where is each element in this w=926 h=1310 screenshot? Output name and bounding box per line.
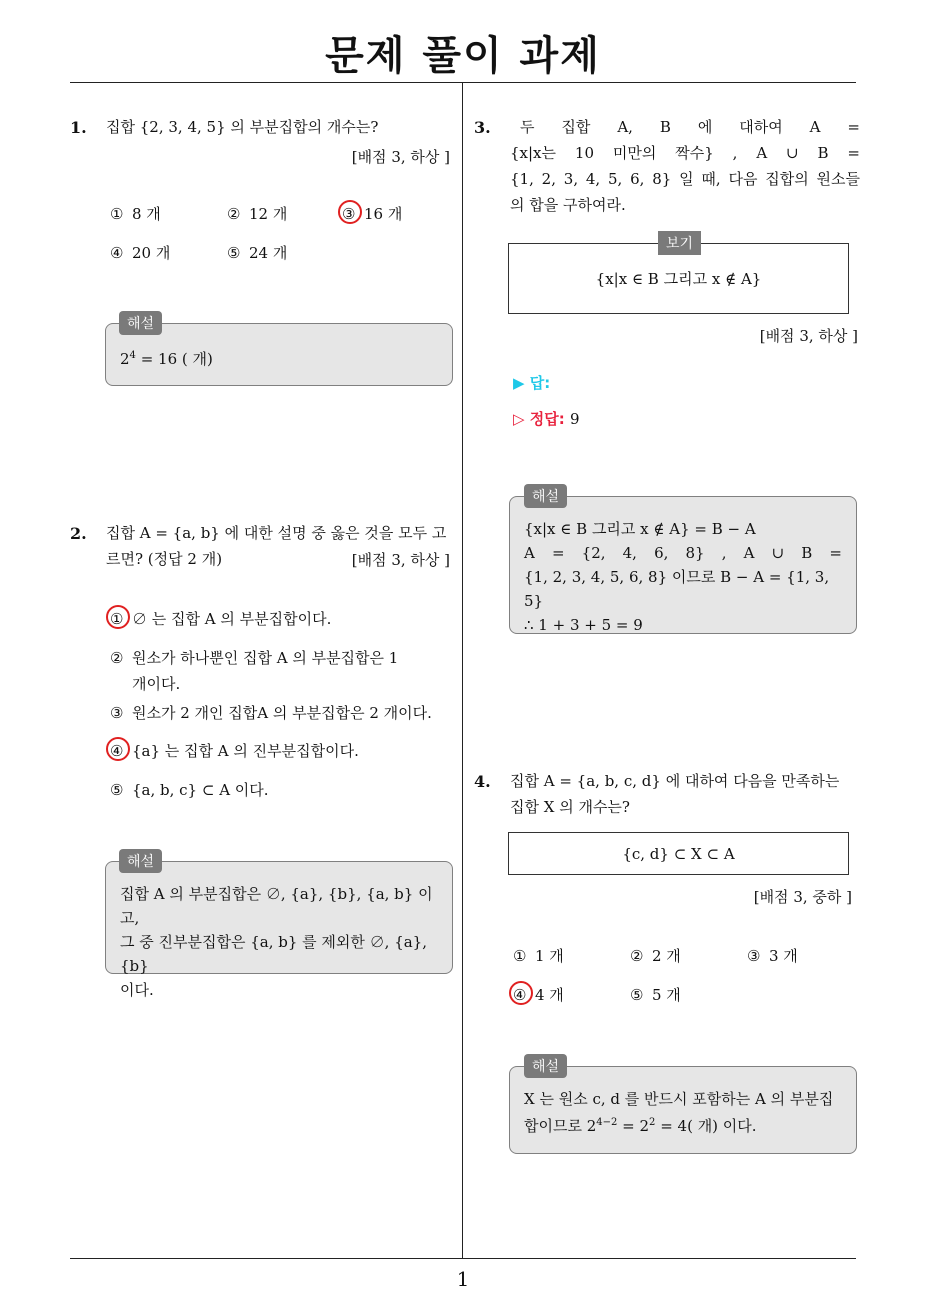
- option-1[interactable]: [110, 203, 161, 224]
- question-text-line-3: {1, 2, 3, 4, 5, 6, 8} 일 때, 다음 집합의 원소들: [510, 170, 860, 188]
- option-symbol: ④: [513, 986, 527, 1004]
- score-label: [배점 3, 하상 ]: [351, 148, 450, 166]
- score-label: [배점 3, 하상 ]: [759, 327, 858, 345]
- option-symbol: ①: [110, 205, 124, 223]
- option-symbol: ⑤: [227, 244, 241, 262]
- question-text-line-2: 르면? (정답 2 개): [106, 550, 223, 568]
- solution-box: [509, 1066, 857, 1154]
- option-text: ∅ 는 집합 A 의 부분집합이다.: [132, 610, 332, 628]
- condition-box: [508, 832, 849, 875]
- answer-circle-mark: [338, 200, 362, 224]
- condition-text: {c, d} ⊂ X ⊂ A: [622, 845, 735, 863]
- option-symbol: ④: [110, 742, 124, 760]
- question-text-line-4: 의 합을 구하여라.: [510, 196, 626, 214]
- example-text: {x|x ∈ B 그리고 x ∉ A}: [595, 270, 762, 288]
- option-symbol: ②: [630, 947, 644, 965]
- correct-answer: [513, 408, 580, 429]
- option-symbol: ③: [110, 704, 124, 722]
- question-text-line-1: 집합 A = {a, b} 에 대한 설명 중 옳은 것을 모두 고: [106, 524, 447, 542]
- correct-answer-label: ▷ 정답:: [513, 410, 565, 428]
- solution-line: A = {2, 4, 6, 8} , A ∪ B =: [524, 544, 842, 562]
- option-5[interactable]: [630, 984, 681, 1005]
- option-5[interactable]: [110, 779, 269, 800]
- option-symbol: ③: [342, 205, 356, 223]
- option-5[interactable]: [227, 242, 287, 263]
- option-1[interactable]: [110, 608, 331, 629]
- solution-label: 해설: [524, 484, 567, 508]
- question-number: 4.: [474, 772, 491, 791]
- option-2[interactable]: [630, 945, 681, 966]
- option-text: 원소가 2 개인 집합A 의 부분집합은 2 개이다.: [132, 704, 432, 722]
- option-text: {a} 는 집합 A 의 진부분집합이다.: [132, 742, 359, 760]
- answer-circle-mark: [106, 737, 130, 761]
- option-symbol: ③: [747, 947, 761, 965]
- solution-line: {1, 2, 3, 4, 5, 6, 8} 이므로 B − A = {1, 3, 5}: [524, 568, 830, 610]
- option-4[interactable]: [110, 740, 359, 761]
- option-symbol: ④: [110, 244, 124, 262]
- option-text: 8 개: [132, 205, 161, 223]
- option-text: 12 개: [249, 205, 288, 223]
- option-symbol: ⑤: [110, 781, 124, 799]
- answer-field-label[interactable]: ▶ 답:: [513, 374, 551, 392]
- option-1[interactable]: [513, 945, 564, 966]
- example-label: 보기: [658, 231, 701, 255]
- option-text: 16 개: [364, 205, 403, 223]
- solution-line: 집합 A 의 부분집합은 ∅, {a}, {b}, {a, b} 이고,: [120, 885, 433, 927]
- option-2-continued: 개이다.: [132, 675, 181, 693]
- option-symbol: ②: [110, 649, 124, 667]
- solution-text: $2^4 = 16$ ( 개): [120, 350, 213, 368]
- option-text: 2 개: [652, 947, 681, 965]
- option-text: 24 개: [249, 244, 288, 262]
- option-3[interactable]: [747, 945, 798, 966]
- solution-line: 합이므로 $2^{4-2} = 2^2 = 4$( 개) 이다.: [524, 1117, 757, 1135]
- solution-line: ∴ 1 + 3 + 5 = 9: [524, 616, 643, 634]
- solution-line: X 는 원소 c, d 를 반드시 포함하는 A 의 부분집: [524, 1090, 834, 1108]
- score-label: [배점 3, 하상 ]: [351, 551, 450, 569]
- question-text-line-1: 두 집합 A, B 에 대하여 A =: [520, 118, 860, 136]
- option-text: {a, b, c} ⊂ A 이다.: [132, 781, 269, 799]
- solution-label: 해설: [119, 311, 162, 335]
- option-text: 3 개: [769, 947, 798, 965]
- option-text: 20 개: [132, 244, 171, 262]
- score-label: [배점 3, 중하 ]: [753, 888, 852, 906]
- question-number: 2.: [70, 524, 87, 543]
- solution-line: 그 중 진부분집합은 {a, b} 를 제외한 ∅, {a}, {b}: [120, 933, 427, 975]
- solution-box: [509, 496, 857, 634]
- option-symbol: ①: [110, 610, 124, 628]
- question-text-line-2: {x|x는 10 미만의 짝수} , A ∪ B =: [510, 144, 860, 162]
- question-text-line-2: 집합 X 의 개수는?: [510, 798, 630, 816]
- answer-circle-mark: [509, 981, 533, 1005]
- option-4[interactable]: [110, 242, 170, 263]
- option-symbol: ①: [513, 947, 527, 965]
- option-text: 원소가 하나뿐인 집합 A 의 부분집합은 1: [132, 649, 399, 667]
- question-number: 1.: [70, 118, 87, 137]
- option-3[interactable]: [110, 702, 432, 723]
- option-symbol: ②: [227, 205, 241, 223]
- question-number: 3.: [474, 118, 491, 137]
- option-text: 1 개: [535, 947, 564, 965]
- bottom-divider: [70, 1258, 856, 1259]
- option-2[interactable]: [227, 203, 287, 224]
- option-text: 4 개: [535, 986, 564, 1004]
- question-text-line-1: 집합 A = {a, b, c, d} 에 대하여 다음을 만족하는: [510, 772, 840, 790]
- solution-line: 이다.: [120, 981, 154, 999]
- option-symbol: ⑤: [630, 986, 644, 1004]
- question-text: 집합 {2, 3, 4, 5} 의 부분집합의 개수는?: [106, 118, 379, 136]
- top-divider: [70, 82, 856, 83]
- page-number: 1: [456, 1267, 470, 1291]
- correct-answer-value: 9: [569, 410, 580, 428]
- solution-line: {x|x ∈ B 그리고 x ∉ A} = B − A: [524, 520, 756, 538]
- solution-label: 해설: [524, 1054, 567, 1078]
- answer-circle-mark: [106, 605, 130, 629]
- column-divider: [462, 83, 463, 1258]
- option-2[interactable]: [110, 647, 398, 668]
- solution-box: [105, 861, 453, 999]
- solution-label: 해설: [119, 849, 162, 873]
- page-title: 문제 풀이 과제: [325, 33, 601, 79]
- option-text: 5 개: [652, 986, 681, 1004]
